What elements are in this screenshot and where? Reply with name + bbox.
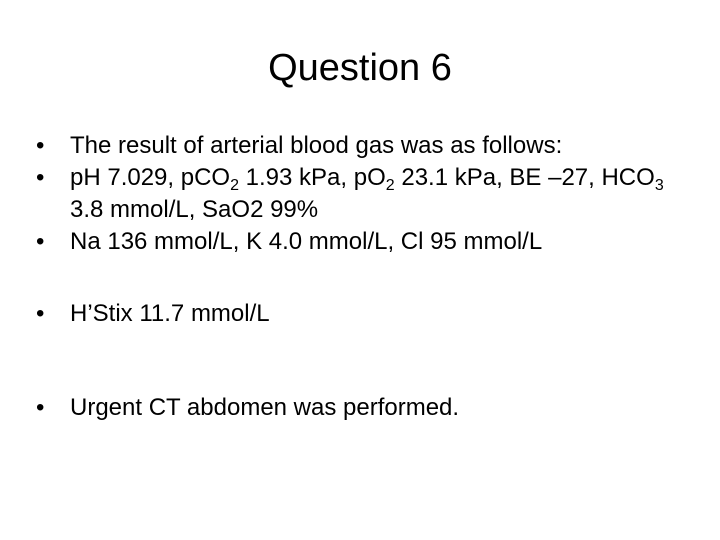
pco2-subscript: 2 [230, 177, 239, 194]
bullet-abg-values [36, 162, 700, 226]
bullet-text: The result of arterial blood gas was as follows: [70, 132, 563, 159]
bullet-marker: • [36, 164, 45, 191]
bullet-text-ph: pH 7.029, pCO [70, 164, 231, 191]
bullet-electrolytes [36, 226, 700, 258]
hco3-subscript: 3 [654, 177, 664, 194]
bullet-text: Na 136 mmol/L, K 4.0 mmol/L, Cl 95 mmol/L [70, 228, 543, 255]
bullet-text-pco2: 1.93 kPa, pO [239, 164, 386, 191]
bullet-hstix [36, 298, 700, 330]
bullet-list [36, 130, 700, 424]
bullet-text: H’Stix 11.7 mmol/L [70, 300, 270, 327]
bullet-abg-intro [36, 130, 700, 162]
bullet-text: Urgent CT abdomen was performed. [70, 394, 460, 421]
bullet-marker: • [36, 228, 45, 255]
bullet-marker: • [36, 132, 45, 159]
bullet-marker: • [36, 394, 45, 421]
bullet-ct [36, 392, 700, 424]
bullet-text-hco3: 3.8 mmol/L, SaO2 99% [70, 196, 319, 223]
po2-subscript: 2 [385, 177, 395, 194]
bullet-text-po2: 23.1 kPa, BE –27, HCO [394, 164, 655, 191]
bullet-marker: • [36, 300, 45, 327]
slide-title: Question 6 [268, 47, 452, 89]
